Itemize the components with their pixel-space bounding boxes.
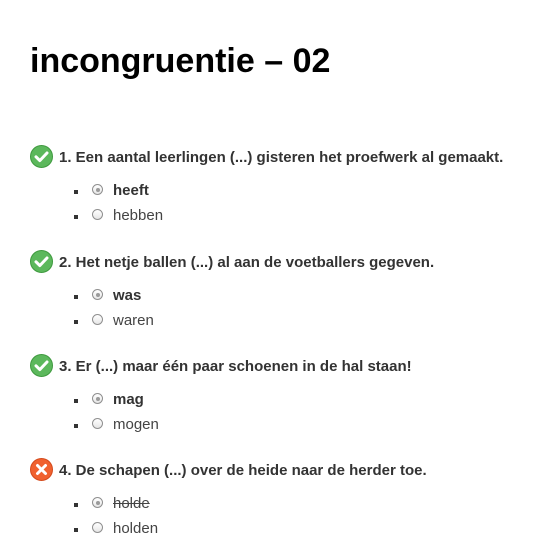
bullet [74,295,78,299]
answer-label-incorrect[interactable]: holde [113,495,150,512]
bullet [74,424,78,428]
question-2 [0,250,539,336]
radio-button[interactable] [92,209,103,220]
radio-button-selected[interactable] [92,289,103,300]
page-title: incongruentie – 02 [30,42,331,80]
question-header [0,145,539,171]
question-4 [0,458,539,544]
bullet [74,215,78,219]
answer-options [0,390,539,440]
check-circle-icon [30,145,53,168]
bullet [74,190,78,194]
question-text: 1. Een aantal leerlingen (...) gisteren het proefwerk al gemaakt. [59,149,504,166]
answer-label[interactable]: mag [113,391,144,408]
radio-button-selected[interactable] [92,184,103,195]
question-header [0,250,539,276]
bullet [74,399,78,403]
question-text: 3. Er (...) maar één paar schoenen in de hal staan! [59,358,412,375]
check-circle-icon [30,354,53,377]
answer-label[interactable]: was [113,287,142,304]
radio-button[interactable] [92,418,103,429]
question-header [0,354,539,380]
answer-label[interactable]: hebben [113,207,164,224]
answer-options [0,494,539,544]
radio-button[interactable] [92,314,103,325]
question-3 [0,354,539,440]
answer-option [0,519,539,544]
question-header [0,458,539,484]
answer-option [0,311,539,336]
answer-option [0,390,539,415]
question-text: 4. De schapen (...) over de heide naar de herder toe. [59,462,427,479]
question-text: 2. Het netje ballen (...) al aan de voetballers gegeven. [59,254,435,271]
answer-options [0,286,539,336]
answer-label[interactable]: holden [113,520,159,537]
answer-option [0,286,539,311]
bullet [74,320,78,324]
x-circle-icon [30,458,53,481]
check-circle-icon [30,250,53,273]
radio-button[interactable] [92,522,103,533]
answer-label[interactable]: heeft [113,182,149,199]
bullet [74,503,78,507]
answer-option [0,415,539,440]
answer-option [0,206,539,231]
answer-option [0,181,539,206]
radio-button-selected[interactable] [92,497,103,508]
question-1 [0,145,539,231]
answer-option [0,494,539,519]
answer-options [0,181,539,231]
radio-button-selected[interactable] [92,393,103,404]
bullet [74,528,78,532]
answer-label[interactable]: waren [113,312,154,329]
answer-label[interactable]: mogen [113,416,159,433]
